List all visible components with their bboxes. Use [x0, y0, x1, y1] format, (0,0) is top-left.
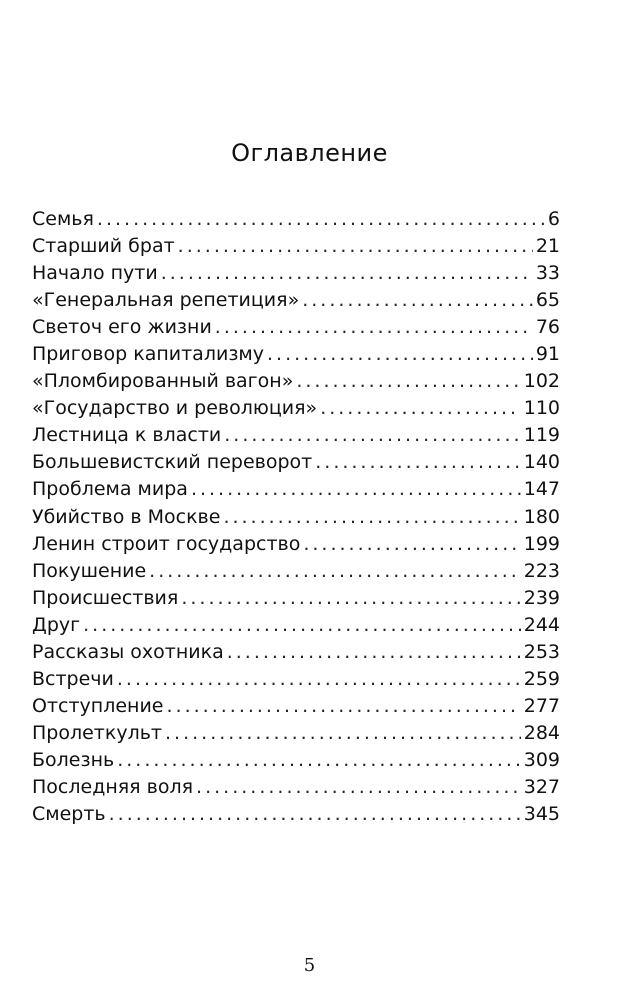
toc-leader-dots: [315, 449, 521, 476]
toc-entry-title: Большевистский переворот: [32, 451, 313, 474]
toc-entry-page: 199: [523, 532, 560, 555]
toc-entry[interactable]: [32, 693, 560, 720]
toc-entry[interactable]: [32, 368, 560, 395]
toc-entry-title: Встречи: [32, 667, 114, 690]
toc-entry-title: Убийство в Москве: [32, 505, 221, 528]
toc-entry-title: Покушение: [32, 559, 147, 582]
toc-leader-dots: [181, 585, 520, 612]
toc-entry[interactable]: [32, 504, 560, 531]
toc-entry-title: «Государство и революция»: [32, 397, 318, 420]
toc-leader-dots: [196, 774, 521, 801]
toc-leader-dots: [191, 476, 521, 503]
toc-entry-title: Приговор капитализму: [32, 343, 264, 366]
toc-entry-page: 259: [523, 667, 560, 690]
toc-entry[interactable]: [32, 233, 560, 260]
toc-entry[interactable]: [32, 720, 560, 747]
toc-leader-dots: [161, 260, 533, 287]
toc-leader-dots: [227, 639, 521, 666]
toc-entry-page: 253: [523, 640, 560, 663]
toc-entry-page: 110: [523, 397, 560, 420]
toc-entry-page: 6: [547, 208, 560, 230]
toc-leader-dots: [303, 531, 520, 558]
toc-entry[interactable]: [32, 206, 560, 233]
toc-entry[interactable]: [32, 774, 560, 801]
toc-entry[interactable]: [32, 395, 560, 422]
toc-entry[interactable]: [32, 585, 560, 612]
toc-entry-title: Начало пути: [32, 262, 158, 285]
toc-entry[interactable]: [32, 341, 560, 368]
toc-entry-title: Ленин строит государство: [32, 532, 301, 555]
toc-entry-title: Отступление: [32, 694, 164, 717]
toc-entry[interactable]: [32, 801, 560, 828]
toc-entry-page: 239: [523, 586, 560, 609]
toc-entry-page: 91: [535, 343, 560, 366]
toc-entry-title: Рассказы охотника: [32, 640, 224, 663]
toc-entry-page: 65: [535, 289, 560, 312]
toc-entry-title: Лестница к власти: [32, 424, 222, 447]
toc-leader-dots: [97, 206, 545, 233]
toc-entry-page: 345: [523, 803, 560, 826]
toc-leader-dots: [215, 314, 533, 341]
toc-leader-dots: [223, 504, 520, 531]
page-title: Оглавление: [231, 139, 388, 167]
toc-entry-title: Светоч его жизни: [32, 316, 212, 339]
toc-entry[interactable]: [32, 639, 560, 666]
toc-entry-page: 102: [523, 370, 560, 393]
toc-leader-dots: [178, 233, 533, 260]
toc-entry-title: Болезнь: [32, 748, 115, 771]
toc-entry-title: Друг: [32, 613, 81, 636]
toc-leader-dots: [296, 368, 520, 395]
toc-entry[interactable]: [32, 612, 560, 639]
toc-leader-dots: [83, 612, 521, 639]
toc-entry[interactable]: [32, 747, 560, 774]
toc-entry-title: Проблема мира: [32, 478, 188, 501]
toc-entry[interactable]: [32, 260, 560, 287]
toc-entry-page: 76: [535, 316, 560, 339]
toc-leader-dots: [320, 395, 521, 422]
toc-entry-page: 180: [523, 505, 560, 528]
toc-entry-page: 284: [523, 721, 560, 744]
toc-entry-page: 119: [523, 424, 560, 447]
table-of-contents: [32, 206, 560, 828]
toc-leader-dots: [117, 666, 521, 693]
toc-entry[interactable]: [32, 422, 560, 449]
toc-entry-page: 140: [523, 451, 560, 474]
toc-entry-page: 309: [523, 748, 560, 771]
toc-entry-page: 147: [523, 478, 560, 501]
toc-entry-page: 21: [535, 235, 560, 258]
toc-leader-dots: [302, 287, 533, 314]
toc-leader-dots: [117, 747, 521, 774]
toc-entry-title: «Пломбированный вагон»: [32, 370, 294, 393]
toc-entry[interactable]: [32, 531, 560, 558]
toc-leader-dots: [224, 422, 520, 449]
toc-entry-page: 277: [523, 694, 560, 717]
toc-leader-dots: [149, 558, 521, 585]
toc-entry-page: 33: [535, 262, 560, 285]
toc-entry[interactable]: [32, 666, 560, 693]
toc-entry-title: Последняя воля: [32, 775, 194, 798]
toc-entry[interactable]: [32, 476, 560, 503]
toc-leader-dots: [109, 801, 521, 828]
toc-entry[interactable]: [32, 449, 560, 476]
toc-entry-page: 244: [523, 613, 560, 636]
toc-entry[interactable]: [32, 287, 560, 314]
toc-entry-title: Старший брат: [32, 235, 175, 258]
toc-entry-title: Смерть: [32, 803, 106, 826]
toc-entry-page: 223: [523, 559, 560, 582]
toc-leader-dots: [167, 693, 521, 720]
toc-entry-page: 327: [523, 775, 560, 798]
toc-entry-title: «Генеральная репетиция»: [32, 289, 300, 312]
page-number: 5: [303, 955, 316, 976]
toc-entry[interactable]: [32, 314, 560, 341]
toc-entry-title: Семья: [32, 208, 94, 230]
toc-leader-dots: [267, 341, 533, 368]
toc-entry-title: Пролеткульт: [32, 721, 163, 744]
toc-entry-title: Происшествия: [32, 586, 179, 609]
toc-leader-dots: [165, 720, 521, 747]
toc-entry[interactable]: [32, 558, 560, 585]
